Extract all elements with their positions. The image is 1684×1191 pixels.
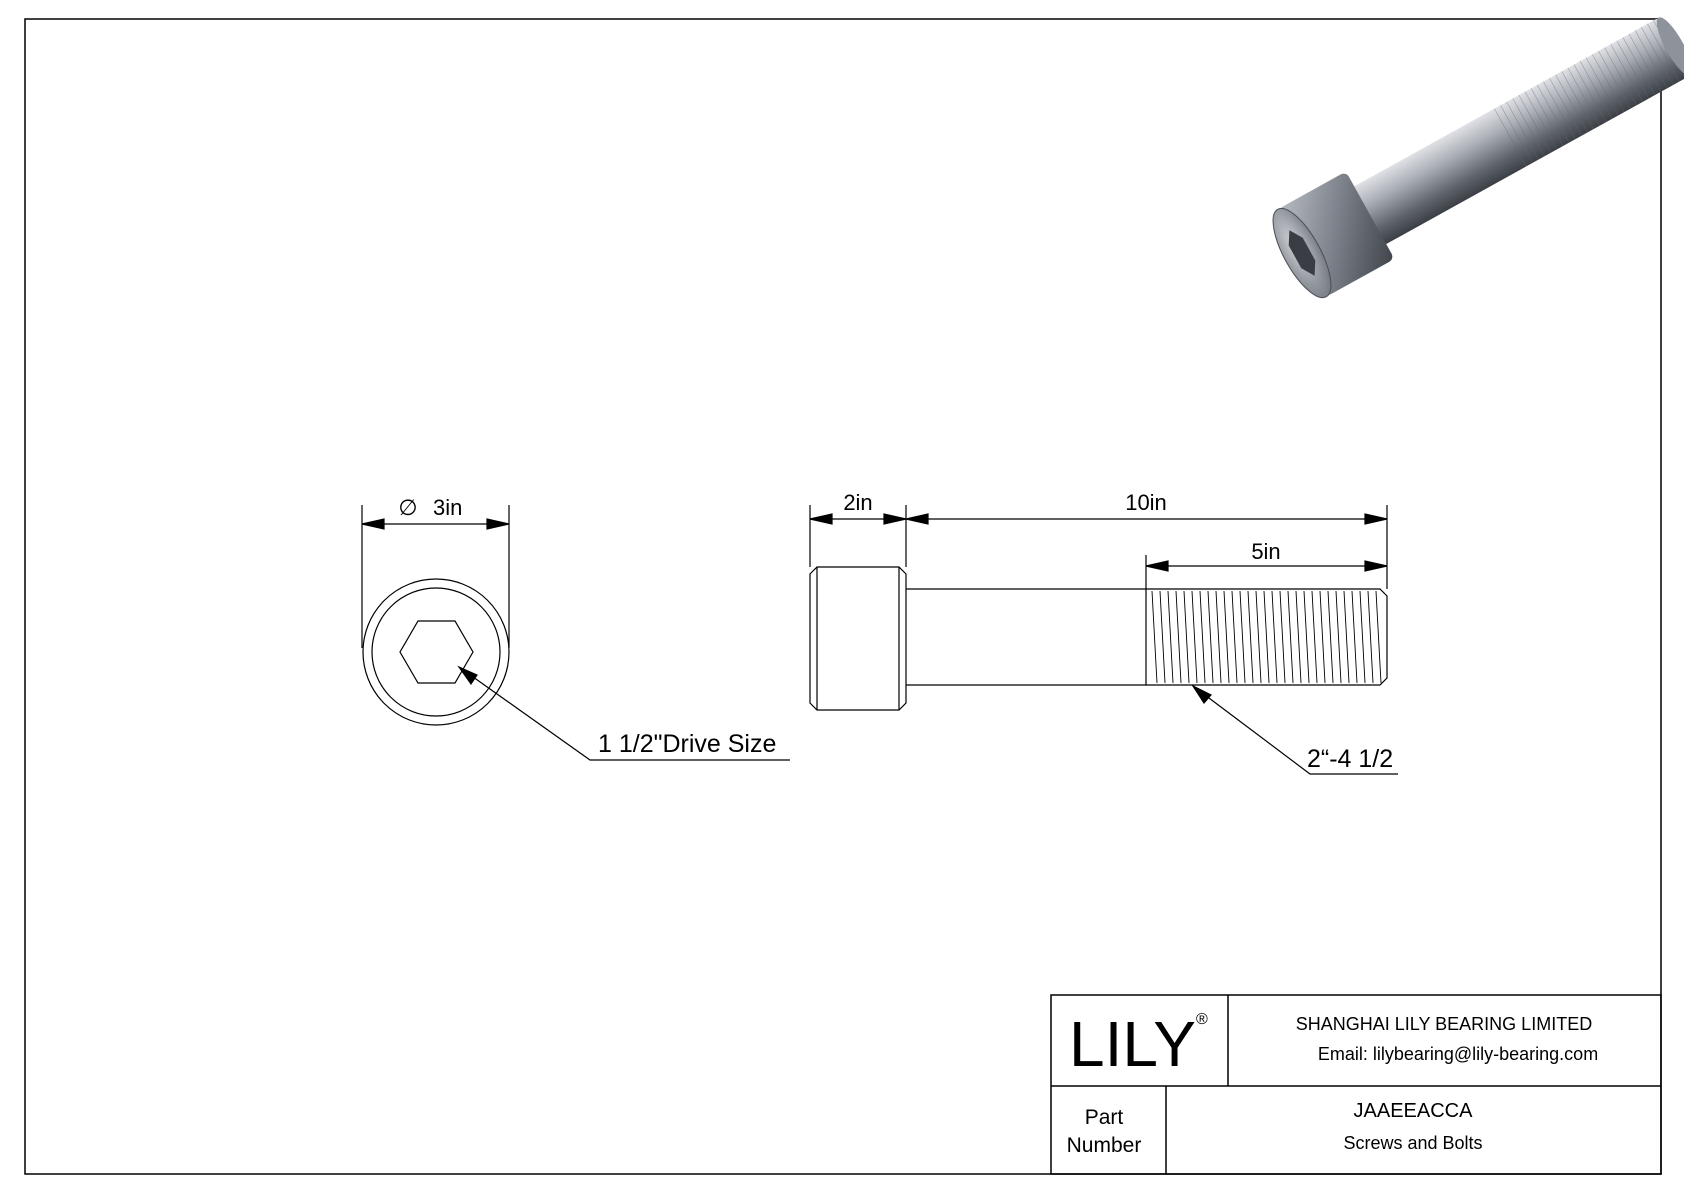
- logo: LILY: [1069, 1008, 1196, 1080]
- part-number: JAAEEACCA: [1353, 1100, 1473, 1122]
- thread-line: [1280, 591, 1285, 683]
- thread-line: [1336, 591, 1341, 683]
- thread-line: [1192, 591, 1197, 683]
- thread-line: [1248, 591, 1253, 683]
- thread-line: [1216, 591, 1221, 683]
- thread-callout: 2“-4 1/2: [1307, 745, 1394, 773]
- thread-line: [1224, 591, 1229, 683]
- thread-lines: [1152, 591, 1381, 683]
- thread-line: [1160, 591, 1165, 683]
- thread-line: [1184, 591, 1189, 683]
- part-label-line1: Part: [1084, 1106, 1124, 1129]
- thread-line: [1240, 591, 1245, 683]
- drive-size-callout: 1 1/2"Drive Size: [598, 730, 777, 758]
- company-name: SHANGHAI LILY BEARING LIMITED: [1295, 1014, 1593, 1034]
- thread-length-label: 5in: [1251, 539, 1281, 564]
- render-thread: [1489, 18, 1684, 170]
- overall-length-label: 10in: [1125, 490, 1167, 515]
- thread-line: [1272, 591, 1277, 683]
- logo-registered-mark: ®: [1196, 1011, 1208, 1028]
- thread-line: [1360, 591, 1365, 683]
- side-view: [810, 505, 1398, 774]
- diameter-symbol: ∅: [398, 495, 418, 520]
- head-outer-circle: [363, 579, 509, 725]
- thread-line: [1264, 591, 1269, 683]
- end-view: [362, 505, 790, 760]
- part-description: Screws and Bolts: [1343, 1133, 1483, 1153]
- diameter-label: 3in: [433, 495, 463, 520]
- thread-line: [1320, 591, 1325, 683]
- head-inner-circle: [372, 588, 500, 716]
- head-profile: [810, 567, 906, 710]
- thread-line: [1304, 591, 1309, 683]
- thread-line: [1232, 591, 1237, 683]
- thread-line: [1152, 591, 1157, 683]
- part-label-line2: Number: [1066, 1134, 1142, 1157]
- thread-line: [1312, 591, 1317, 683]
- shank-profile: [906, 589, 1146, 685]
- thread-line: [1288, 591, 1293, 683]
- bolt-3d-render: [1262, 0, 1684, 305]
- thread-line: [1176, 591, 1181, 683]
- thread-line: [1296, 591, 1301, 683]
- thread-line: [1200, 591, 1205, 683]
- thread-line: [1208, 591, 1213, 683]
- thread-line: [1328, 591, 1333, 683]
- thread-line: [1344, 591, 1349, 683]
- hex-socket-outline: [400, 621, 473, 683]
- thread-line: [1376, 591, 1381, 683]
- company-email: Email: lilybearing@lily-bearing.com: [1317, 1044, 1599, 1064]
- head-length-label: 2in: [843, 490, 873, 515]
- thread-line: [1168, 591, 1173, 683]
- thread-line: [1368, 591, 1373, 683]
- thread-line: [1256, 591, 1261, 683]
- thread-line: [1352, 591, 1357, 683]
